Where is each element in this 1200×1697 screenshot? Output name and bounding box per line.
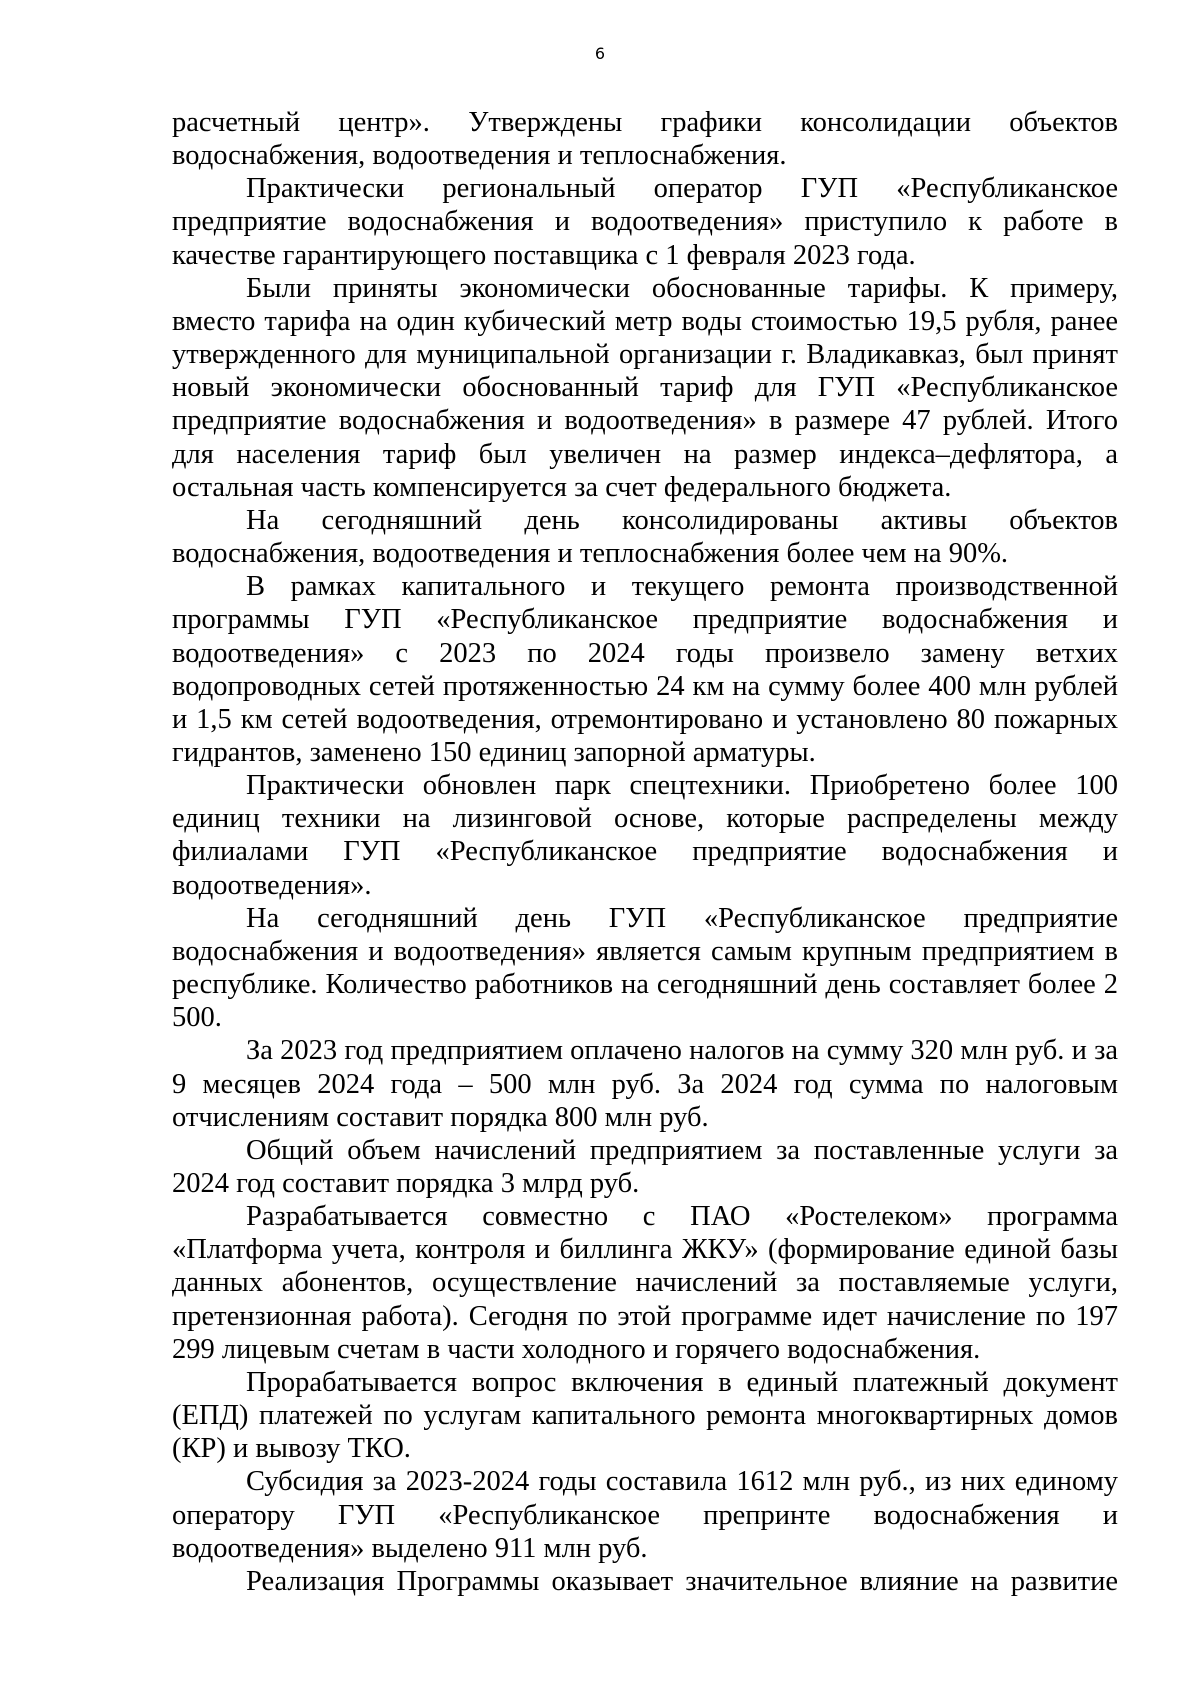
paragraph: Практически обновлен парк спецтехники. Приобретено более 100 единиц техники на лизинговой основе, которые распределены между филиалами ГУП «Республиканское предприятие водоснабжения и водоотведения».	[172, 770, 1118, 901]
document-body	[172, 106, 1118, 1598]
paragraph: На сегодняшний день ГУП «Республиканское предприятие водоснабжения и водоотведения» является самым крупным предприятием в республике. Количество работников на сегодняшний день составляет более 2 500.	[172, 902, 1118, 1034]
paragraph: Прорабатывается вопрос включения в единый платежный документ (ЕПД) платежей по услугам капитального ремонта многоквартирных домов (КР) и вывозу ТКО.	[172, 1366, 1118, 1465]
paragraph: Субсидия за 2023-2024 годы составила 1612 млн руб., из них единому оператору ГУП «Республиканское препринте водоснабжения и водоотведения» выделено 911 млн руб.	[172, 1466, 1118, 1564]
paragraph: Были приняты экономически обоснованные тарифы. К примеру, вместо тарифа на один кубический метр воды стоимостью 19,5 рубля, ранее утвержденного для муниципальной организации г. Владикавказ, был принят новый экономически обоснованный тариф для ГУП «Республиканское предприятие водоснабжения и водоотведения» в размере 47 рублей. Итого для населения тариф был увеличен на размер индекса–дефлятора, а остальная часть компенсируется за счет федерального бюджета.	[172, 272, 1118, 503]
paragraph: Реализация Программы оказывает значительное влияние на развитие	[246, 1565, 1118, 1597]
paragraph: В рамках капитального и текущего ремонта производственной программы ГУП «Республиканское предприятие водоснабжения и водоотведения» с 2023 по 2024 годы произвело замену ветхих водопроводных сетей протяженностью 24 км на сумму более 400 млн рублей и 1,5 км сетей водоотведения, отремонтировано и установлено 80 пожарных гидрантов, заменено 150 единиц запорной арматуры.	[172, 571, 1118, 768]
paragraph: Общий объем начислений предприятием за поставленные услуги за 2024 год составит порядка 3 млрд руб.	[172, 1134, 1118, 1199]
paragraph: расчетный центр». Утверждены графики консолидации объектов водоснабжения, водоотведения и теплоснабжения.	[172, 107, 1118, 172]
paragraph: Разрабатывается совместно с ПАО «Ростелеком» программа «Платформа учета, контроля и биллинга ЖКУ» (формирование единой базы данных абонентов, осуществление начислений за поставляемые услуги, претензионная работа). Сегодня по этой программе идет начисление по 197 299 лицевым счетам в части холодного и горячего водоснабжения.	[172, 1201, 1118, 1365]
paragraph: За 2023 год предприятием оплачено налогов на сумму 320 млн руб. и за 9 месяцев 2024 года – 500 млн руб. За 2024 год сумма по налоговым отчислениям составит порядка 800 млн руб.	[172, 1035, 1118, 1133]
page-number: 6	[594, 44, 606, 63]
paragraph: На сегодняшний день консолидированы активы объектов водоснабжения, водоотведения и теплоснабжения более чем на 90%.	[172, 504, 1118, 570]
paragraph: Практически региональный оператор ГУП «Республиканское предприятие водоснабжения и водоотведения» приступило к работе в качестве гарантирующего поставщика с 1 февраля 2023 года.	[172, 173, 1118, 271]
